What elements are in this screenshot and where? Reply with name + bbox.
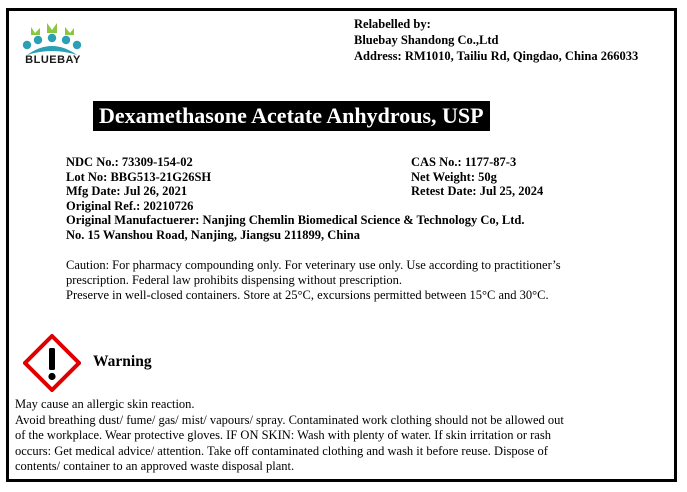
ndc-number: NDC No.: 73309-154-02 <box>66 155 193 169</box>
details-right <box>411 155 543 199</box>
hazard-line: contents/ container to an approved waste disposal plant. <box>15 459 295 473</box>
hazard-statements <box>15 397 665 475</box>
storage-line: Preserve in well-closed containers. Store at 25°C, excursions permitted between 15°C and 30°C. <box>66 288 549 302</box>
ghs-exclamation-diamond-icon <box>23 334 81 392</box>
product-title: Dexamethasone Acetate Anhydrous, USP <box>93 101 490 131</box>
net-weight: Net Weight: 50g <box>411 169 497 184</box>
original-ref: Original Ref.: 20210726 <box>66 198 194 213</box>
caution-line: Caution: For pharmacy compounding only. For veterinary use only. Use according to practitioner’s <box>66 258 561 272</box>
hazard-line: occurs: Get medical advice/ attention. Take off contaminated clothing and wash it before reuse. Dispose of <box>15 443 548 458</box>
signal-word: Warning <box>93 353 152 370</box>
relabel-heading: Relabelled by: <box>354 17 431 31</box>
manufacturer-info <box>66 213 524 242</box>
retest-date: Retest Date: Jul 25, 2024 <box>411 184 544 198</box>
caution-line: prescription. Federal law prohibits dispensing without prescription. <box>66 273 403 287</box>
details-left <box>66 155 211 213</box>
product-label <box>6 8 677 482</box>
mfg-date: Mfg Date: Jul 26, 2021 <box>66 184 188 198</box>
lot-number: Lot No: BBG513-21G26SH <box>66 169 212 184</box>
relabel-company: Bluebay Shandong Co.,Ltd <box>354 33 499 47</box>
manufacturer-name: Original Manufactuerer: Nanjing Chemlin Biomedical Science & Technology Co, Ltd. <box>66 213 525 227</box>
relabel-address: Address: RM1010, Tailiu Rd, Qingdao, China 266033 <box>354 49 639 63</box>
hazard-line: of the workplace. Wear protective gloves. IF ON SKIN: Wash with plenty of water. If skin irritation or rash <box>15 428 551 442</box>
logo-text: BLUEBAY <box>25 54 81 66</box>
cas-number: CAS No.: 1177-87-3 <box>411 155 517 169</box>
relabel-info <box>354 16 638 64</box>
hazard-line: Avoid breathing dust/ fume/ gas/ mist/ vapours/ spray. Contaminated work clothing should not be allowed out <box>15 412 564 427</box>
manufacturer-address: No. 15 Wanshou Road, Nanjing, Jiangsu 211899, China <box>66 227 360 242</box>
hazard-line: May cause an allergic skin reaction. <box>15 397 195 411</box>
caution-text <box>66 258 561 303</box>
